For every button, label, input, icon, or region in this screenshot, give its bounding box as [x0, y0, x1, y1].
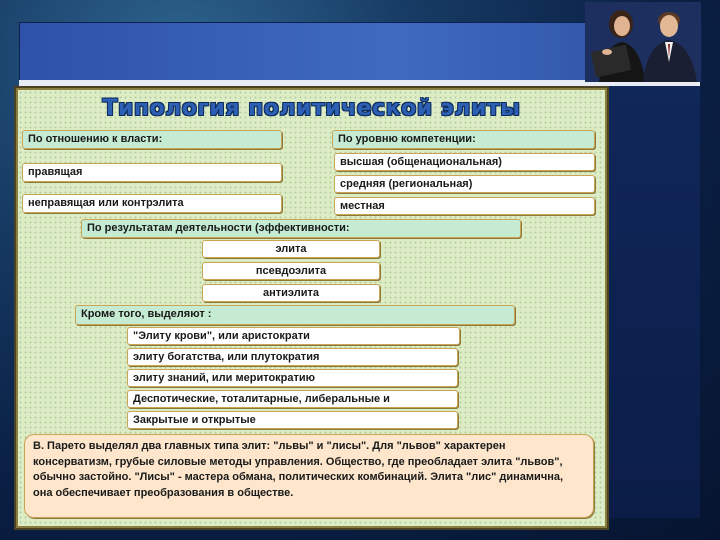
also-header: Кроме того, выделяют : [75, 305, 515, 325]
typology-slide [16, 88, 607, 528]
effectiveness-item-pseudo-elite: псевдоэлита [202, 262, 380, 280]
slide-title: Типология политической элиты [102, 96, 521, 121]
competence-header: По уровню компетенции: [332, 130, 595, 149]
power-item-ruling: правящая [22, 163, 282, 182]
power-header: По отношению к власти: [22, 130, 282, 149]
competence-item-national: высшая (общенациональная) [334, 153, 595, 171]
also-item-blood-elite: "Элиту крови", или аристократи [127, 327, 460, 345]
also-item-plutocracy: элиту богатства, или плутократия [127, 348, 458, 366]
competence-item-regional: средняя (региональная) [334, 175, 595, 193]
also-item-open-closed: Закрытые и открытые [127, 411, 458, 429]
effectiveness-header: По результатам деятельности (эффективности: [81, 219, 521, 238]
effectiveness-item-anti-elite: антиэлита [202, 284, 380, 302]
also-item-regime-types: Деспотические, тоталитарные, либеральные и [127, 390, 458, 408]
competence-item-local: местная [334, 197, 595, 215]
right-panel [604, 86, 700, 518]
pareto-note: В. Парето выделял два главных типа элит: "львы" и "лисы". Для "львов" характерен консерватизм, грубые силовые методы управления. Общество, где преобладает элита "львов", обычно застойно. "Лисы" - мастера обмана, политических комбинаций. Элита "лис" динамична, она обеспечивает преобразования в обществе. [24, 434, 594, 518]
business-people-photo [585, 2, 701, 82]
also-item-meritocracy: элиту знаний, или меритократию [127, 369, 458, 387]
power-item-counter-elite: неправящая или контрэлита [22, 194, 282, 213]
effectiveness-item-elite: элита [202, 240, 380, 258]
